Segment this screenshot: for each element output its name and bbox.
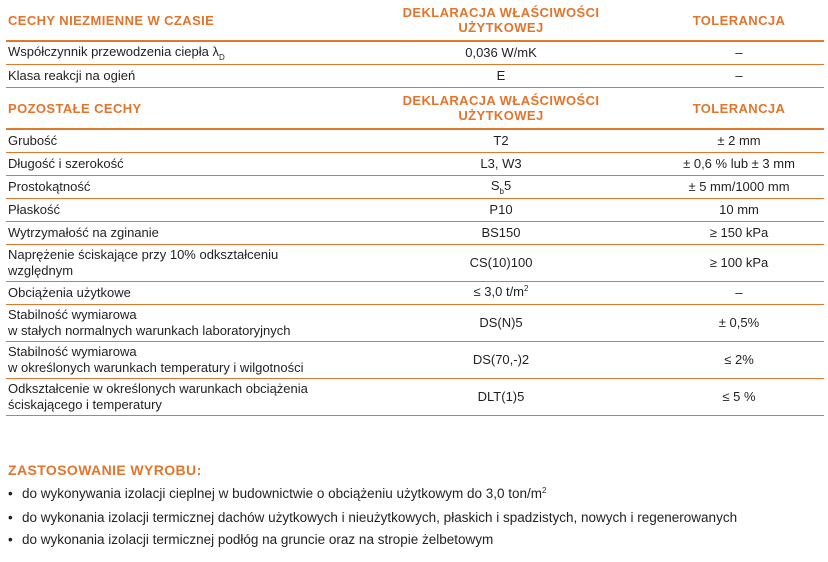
usage-title: ZASTOSOWANIE WYROBU:: [8, 462, 202, 478]
property-tolerance: –: [735, 45, 743, 60]
property-tolerance: ± 0,5%: [718, 315, 760, 330]
header-name: POZOSTAŁE CECHY: [8, 100, 142, 116]
property-value: ≤ 3,0 $t/m^2$: [473, 284, 529, 299]
property-tolerance: ≥ 150 kPa: [709, 225, 769, 240]
bullet-icon: •: [8, 532, 13, 547]
property-tolerance: ≤ 2%: [724, 352, 754, 367]
property-tolerance: ≥ 100 kPa: [709, 255, 769, 270]
header-declaration: DEKLARACJA WŁAŚCIWOŚCI UŻYTKOWEJ: [402, 93, 600, 123]
property-value: L3, W3: [480, 156, 522, 171]
property-value: DS(N)5: [479, 315, 523, 330]
header-tolerance: TOLERANCJA: [692, 12, 786, 28]
property-name: Klasa reakcji na ogień: [8, 68, 136, 83]
usage-section: [8, 462, 824, 551]
table-row: [6, 129, 824, 153]
property-name: Współczynnik przewodzenia ciepła $\lambda_D$: [8, 44, 225, 62]
table-row: [6, 342, 824, 379]
property-name: Wytrzymałość na zginanie: [8, 225, 159, 240]
property-value: DLT(1)5: [477, 389, 525, 404]
list-item: • do wykonania izolacji termicznej podłóg na gruncie oraz na stropie żelbetowym: [8, 529, 824, 551]
property-name: Prostokątność: [8, 179, 91, 194]
properties-table: [6, 0, 824, 416]
property-tolerance: –: [735, 285, 743, 300]
properties-sheet: [6, 0, 824, 416]
property-value: $S_b5$: [490, 178, 512, 196]
table-row: [6, 222, 824, 245]
property-value: T2: [493, 133, 509, 148]
property-name: Naprężenie ściskające przy 10% odkształceniu względnym: [8, 247, 279, 278]
property-value: CS(10)100: [469, 255, 533, 270]
property-tolerance: 10 mm: [719, 202, 759, 217]
table-row: [6, 245, 824, 282]
property-name: Odkształcenie w określonych warunkach obciążenia ściskającego i temperatury: [8, 381, 308, 412]
property-name: Grubość: [8, 133, 58, 148]
table-row: [6, 41, 824, 65]
property-tolerance: ≤ 5 %: [722, 389, 756, 404]
property-value: E: [496, 68, 506, 83]
property-value: 0,036 W/mK: [465, 45, 537, 60]
property-tolerance: ± 0,6 % lub ± 3 mm: [683, 156, 795, 171]
property-name: Płaskość: [8, 202, 61, 217]
table-row: [6, 65, 824, 88]
bullet-icon: •: [8, 510, 13, 525]
property-name: Obciążenia użytkowe: [8, 285, 131, 300]
table-row: [6, 282, 824, 305]
property-value: DS(70,-)2: [472, 352, 530, 367]
table-row: [6, 176, 824, 199]
property-tolerance: ± 2 mm: [717, 133, 761, 148]
bullet-icon: •: [8, 486, 13, 501]
table-row: [6, 199, 824, 222]
header-declaration: DEKLARACJA WŁAŚCIWOŚCI UŻYTKOWEJ: [402, 5, 600, 35]
list-item: • do wykonania izolacji termicznej dachów użytkowych i nieużytkowych, płaskich i spadzistych, nowych i regenerowanych: [8, 507, 824, 529]
table-row: [6, 379, 824, 416]
header-name: CECHY NIEZMIENNE W CZASIE: [8, 12, 215, 28]
property-tolerance: ± 5 mm/1000 mm: [688, 179, 790, 194]
usage-list: [8, 483, 824, 551]
property-tolerance: –: [735, 68, 743, 83]
property-value: BS150: [481, 225, 521, 240]
table-row: [6, 153, 824, 176]
section-header-constant: [6, 0, 824, 41]
table-row: [6, 305, 824, 342]
section-header-other: [6, 88, 824, 130]
property-name: Długość i szerokość: [8, 156, 124, 171]
list-item: • do wykonywania izolacji cieplnej w budownictwie o obciążeniu użytkowym do 3,0 ton/$m^2$: [8, 483, 824, 507]
property-name: Stabilność wymiarowa w określonych warunkach temperatury i wilgotności: [8, 344, 304, 375]
property-value: P10: [489, 202, 513, 217]
header-tolerance: TOLERANCJA: [692, 100, 786, 116]
property-name: Stabilność wymiarowa w stałych normalnych warunkach laboratoryjnych: [8, 307, 291, 338]
